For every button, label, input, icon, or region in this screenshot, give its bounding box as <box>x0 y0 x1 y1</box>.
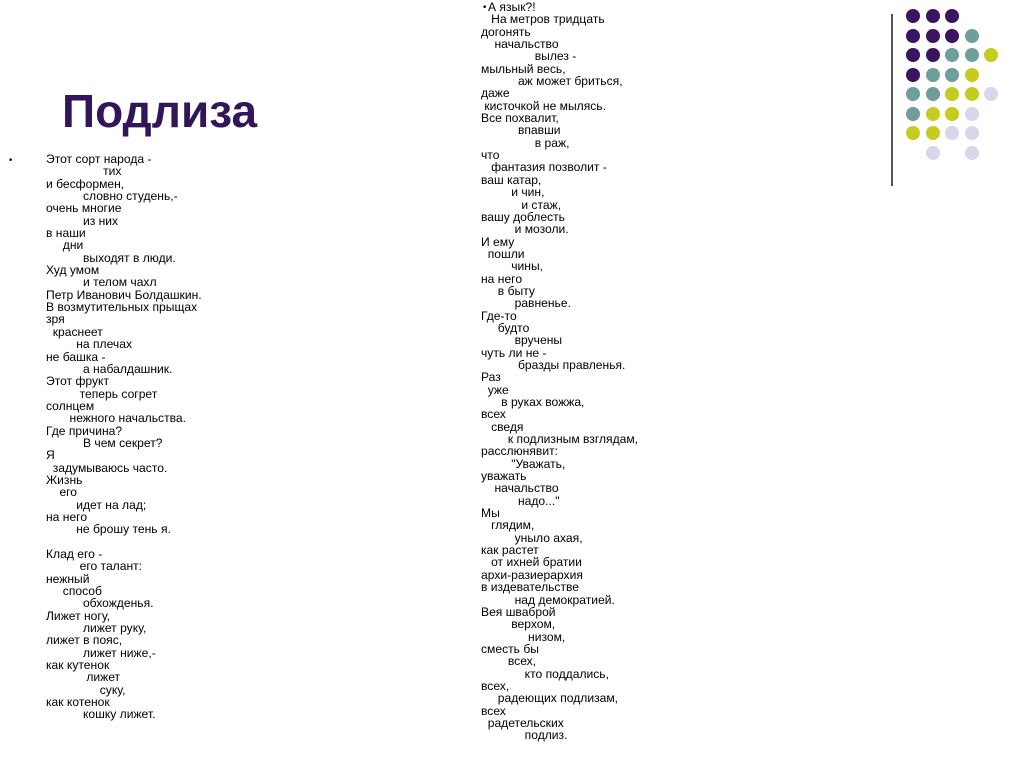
poem-line: сведя <box>481 419 524 434</box>
poem-line: задумываюсь часто. <box>46 460 168 475</box>
poem-line: лижет ниже,- <box>46 645 156 660</box>
poem-line: суку, <box>46 682 126 697</box>
decorative-dot <box>965 107 979 121</box>
poem-line: как кутенок <box>46 658 110 673</box>
poem-line: радеющих подлизам, <box>481 691 619 706</box>
decorative-dot <box>926 107 940 121</box>
poem-line: кошку лижет. <box>46 707 156 722</box>
poem-line: над демократией. <box>481 592 615 607</box>
poem-line: ваш катар, <box>481 172 542 187</box>
decorative-dot <box>926 146 940 160</box>
poem-line: в раж, <box>481 135 570 150</box>
poem-line: в наши <box>46 226 86 241</box>
decorative-dot <box>965 29 979 43</box>
poem-line: В возмутительных прыщах <box>46 300 198 315</box>
poem-line: впавши <box>481 123 561 138</box>
poem-line: Где причина? <box>46 423 123 438</box>
decorative-dot <box>926 126 940 140</box>
poem-line: нежного начальства. <box>46 411 186 426</box>
poem-column-left <box>46 153 202 721</box>
decorative-dot <box>926 87 940 101</box>
poem-line: тих <box>46 164 122 179</box>
poem-line: Раз <box>481 370 501 385</box>
poem-line: на плечах <box>46 337 133 352</box>
decorative-dot <box>945 107 959 121</box>
poem-line: как котенок <box>46 695 110 710</box>
decorative-dot <box>926 68 940 82</box>
poem-line: расслюнявит: <box>481 444 558 459</box>
poem-line: Я <box>46 448 55 463</box>
decorative-dot <box>945 48 959 62</box>
poem-line: Жизнь <box>46 472 83 487</box>
poem-line: Этот сорт народа - <box>46 152 152 166</box>
poem-line: кто поддались, <box>481 666 609 681</box>
decorative-dot <box>926 29 940 43</box>
slide-title: Подлиза <box>62 85 258 137</box>
poem-line: радетельских <box>481 715 564 730</box>
poem-line: а набалдашник. <box>46 361 173 376</box>
poem-column-right <box>481 1 638 742</box>
poem-line: догонять <box>481 24 531 39</box>
poem-line: выходят в люди. <box>46 250 176 265</box>
poem-line: дни <box>46 238 84 253</box>
decorative-dot <box>965 126 979 140</box>
poem-line: Лижет ногу, <box>46 608 111 623</box>
poem-line: способ <box>46 584 102 599</box>
decorative-dot <box>906 107 920 121</box>
poem-line: не башка - <box>46 349 106 364</box>
poem-line: в издевательстве <box>481 580 580 595</box>
poem-line: теперь согрет <box>46 386 158 401</box>
decorative-divider <box>891 14 893 186</box>
poem-line: надо..." <box>481 493 560 508</box>
poem-line: к подлизным взглядам, <box>481 432 639 447</box>
poem-line: и чин, <box>481 185 545 200</box>
poem-line: его <box>46 485 78 500</box>
poem-line: фантазия позволит - <box>481 160 607 175</box>
poem-line: очень многие <box>46 201 122 216</box>
poem-line: А язык?! <box>488 0 536 14</box>
poem-line: вручены <box>481 333 563 348</box>
bullet-marker-right: • <box>482 3 488 13</box>
poem-line: солнцем <box>46 398 95 413</box>
poem-line: и стаж, <box>481 197 562 212</box>
poem-line: всех, <box>481 678 510 693</box>
poem-line: верхом, <box>481 617 556 632</box>
poem-line: Петр Иванович Болдашкин. <box>46 287 202 302</box>
poem-line: лижет <box>46 670 121 685</box>
decorative-dot <box>945 87 959 101</box>
poem-line: его талант: <box>46 559 143 574</box>
poem-line: даже <box>481 86 510 101</box>
poem-line: сместь бы <box>481 641 539 656</box>
poem-line: Худ умом <box>46 263 100 278</box>
poem-line: Вея шваброй <box>481 604 556 619</box>
poem-line: вашу доблесть <box>481 209 565 224</box>
decorative-dot <box>984 87 998 101</box>
poem-line: идет на лад; <box>46 497 147 512</box>
decorative-dot <box>965 146 979 160</box>
poem-line: будто <box>481 320 530 335</box>
poem-line: краснеет <box>46 324 103 339</box>
poem-line: бразды правленья. <box>481 357 626 372</box>
decorative-dot <box>926 9 940 23</box>
decorative-dot <box>965 68 979 82</box>
poem-line: на него <box>46 509 88 524</box>
poem-line: кисточкой не мылясь. <box>481 98 606 113</box>
poem-line: Клад его - <box>46 547 103 561</box>
poem-line: из них <box>46 213 119 228</box>
poem-line: вылез - <box>481 49 577 64</box>
poem-line: лижет в пояс, <box>46 633 123 648</box>
poem-line: низом, <box>481 629 566 644</box>
decorative-dot <box>906 29 920 43</box>
poem-line: глядим, <box>481 518 535 533</box>
poem-line: в быту <box>481 283 535 298</box>
poem-line: Все похвалит, <box>481 111 559 126</box>
decorative-dot <box>906 126 920 140</box>
poem-line: архи-разиерархия <box>481 567 583 582</box>
poem-line: В чем секрет? <box>46 435 163 450</box>
poem-line: от ихней братии <box>481 555 582 570</box>
poem-line: Этот фрукт <box>46 374 110 389</box>
poem-line: всех, <box>481 654 537 669</box>
decorative-dot <box>906 68 920 82</box>
bullet-marker-left: • <box>8 156 14 166</box>
decorative-dot <box>945 68 959 82</box>
decorative-dot-grid <box>906 12 1016 192</box>
decorative-dot <box>906 87 920 101</box>
decorative-dot <box>984 48 998 62</box>
poem-line: зря <box>46 312 65 327</box>
poem-line: подлиз. <box>481 728 568 743</box>
poem-line: Мы <box>481 506 500 521</box>
poem-line: обхожденья. <box>46 596 154 611</box>
poem-line: На метров тридцать <box>481 12 605 27</box>
decorative-dot <box>906 9 920 23</box>
poem-line: и мозоли. <box>481 222 569 237</box>
poem-line: всех <box>481 407 506 422</box>
poem-line: и телом чахл <box>46 275 157 290</box>
decorative-dot <box>906 48 920 62</box>
poem-line: как растет <box>481 543 539 558</box>
poem-line: мыльный весь, <box>481 61 566 76</box>
poem-line: пошли <box>481 246 525 261</box>
decorative-dot <box>965 87 979 101</box>
poem-line: в руках вожжа, <box>481 395 585 409</box>
poem-line: равненье. <box>481 296 571 311</box>
decorative-dot <box>945 9 959 23</box>
poem-line: Где-то <box>481 308 517 323</box>
poem-line: уже <box>481 382 509 397</box>
poem-line: чуть ли не - <box>481 345 547 360</box>
poem-line: начальство <box>481 37 559 52</box>
poem-line: чины, <box>481 259 544 274</box>
poem-line: и бесформен, <box>46 176 125 191</box>
poem-line: всех <box>481 703 506 718</box>
poem-line: "Уважать, <box>481 456 566 471</box>
poem-line: аж может бриться, <box>481 74 623 89</box>
decorative-dot <box>926 48 940 62</box>
poem-line: словно студень,- <box>46 189 178 204</box>
decorative-dot <box>945 126 959 140</box>
poem-line: уважать <box>481 469 527 484</box>
poem-line: не брошу тень я. <box>46 522 171 537</box>
poem-line: на него <box>481 271 523 286</box>
poem-line: уныло ахая, <box>481 530 583 545</box>
poem-line: И ему <box>481 234 515 249</box>
decorative-dot <box>965 48 979 62</box>
poem-line: нежный <box>46 571 90 586</box>
poem-line: лижет руку, <box>46 621 147 636</box>
poem-line: начальство <box>481 481 559 496</box>
decorative-dot <box>945 29 959 43</box>
poem-line: что <box>481 148 500 163</box>
